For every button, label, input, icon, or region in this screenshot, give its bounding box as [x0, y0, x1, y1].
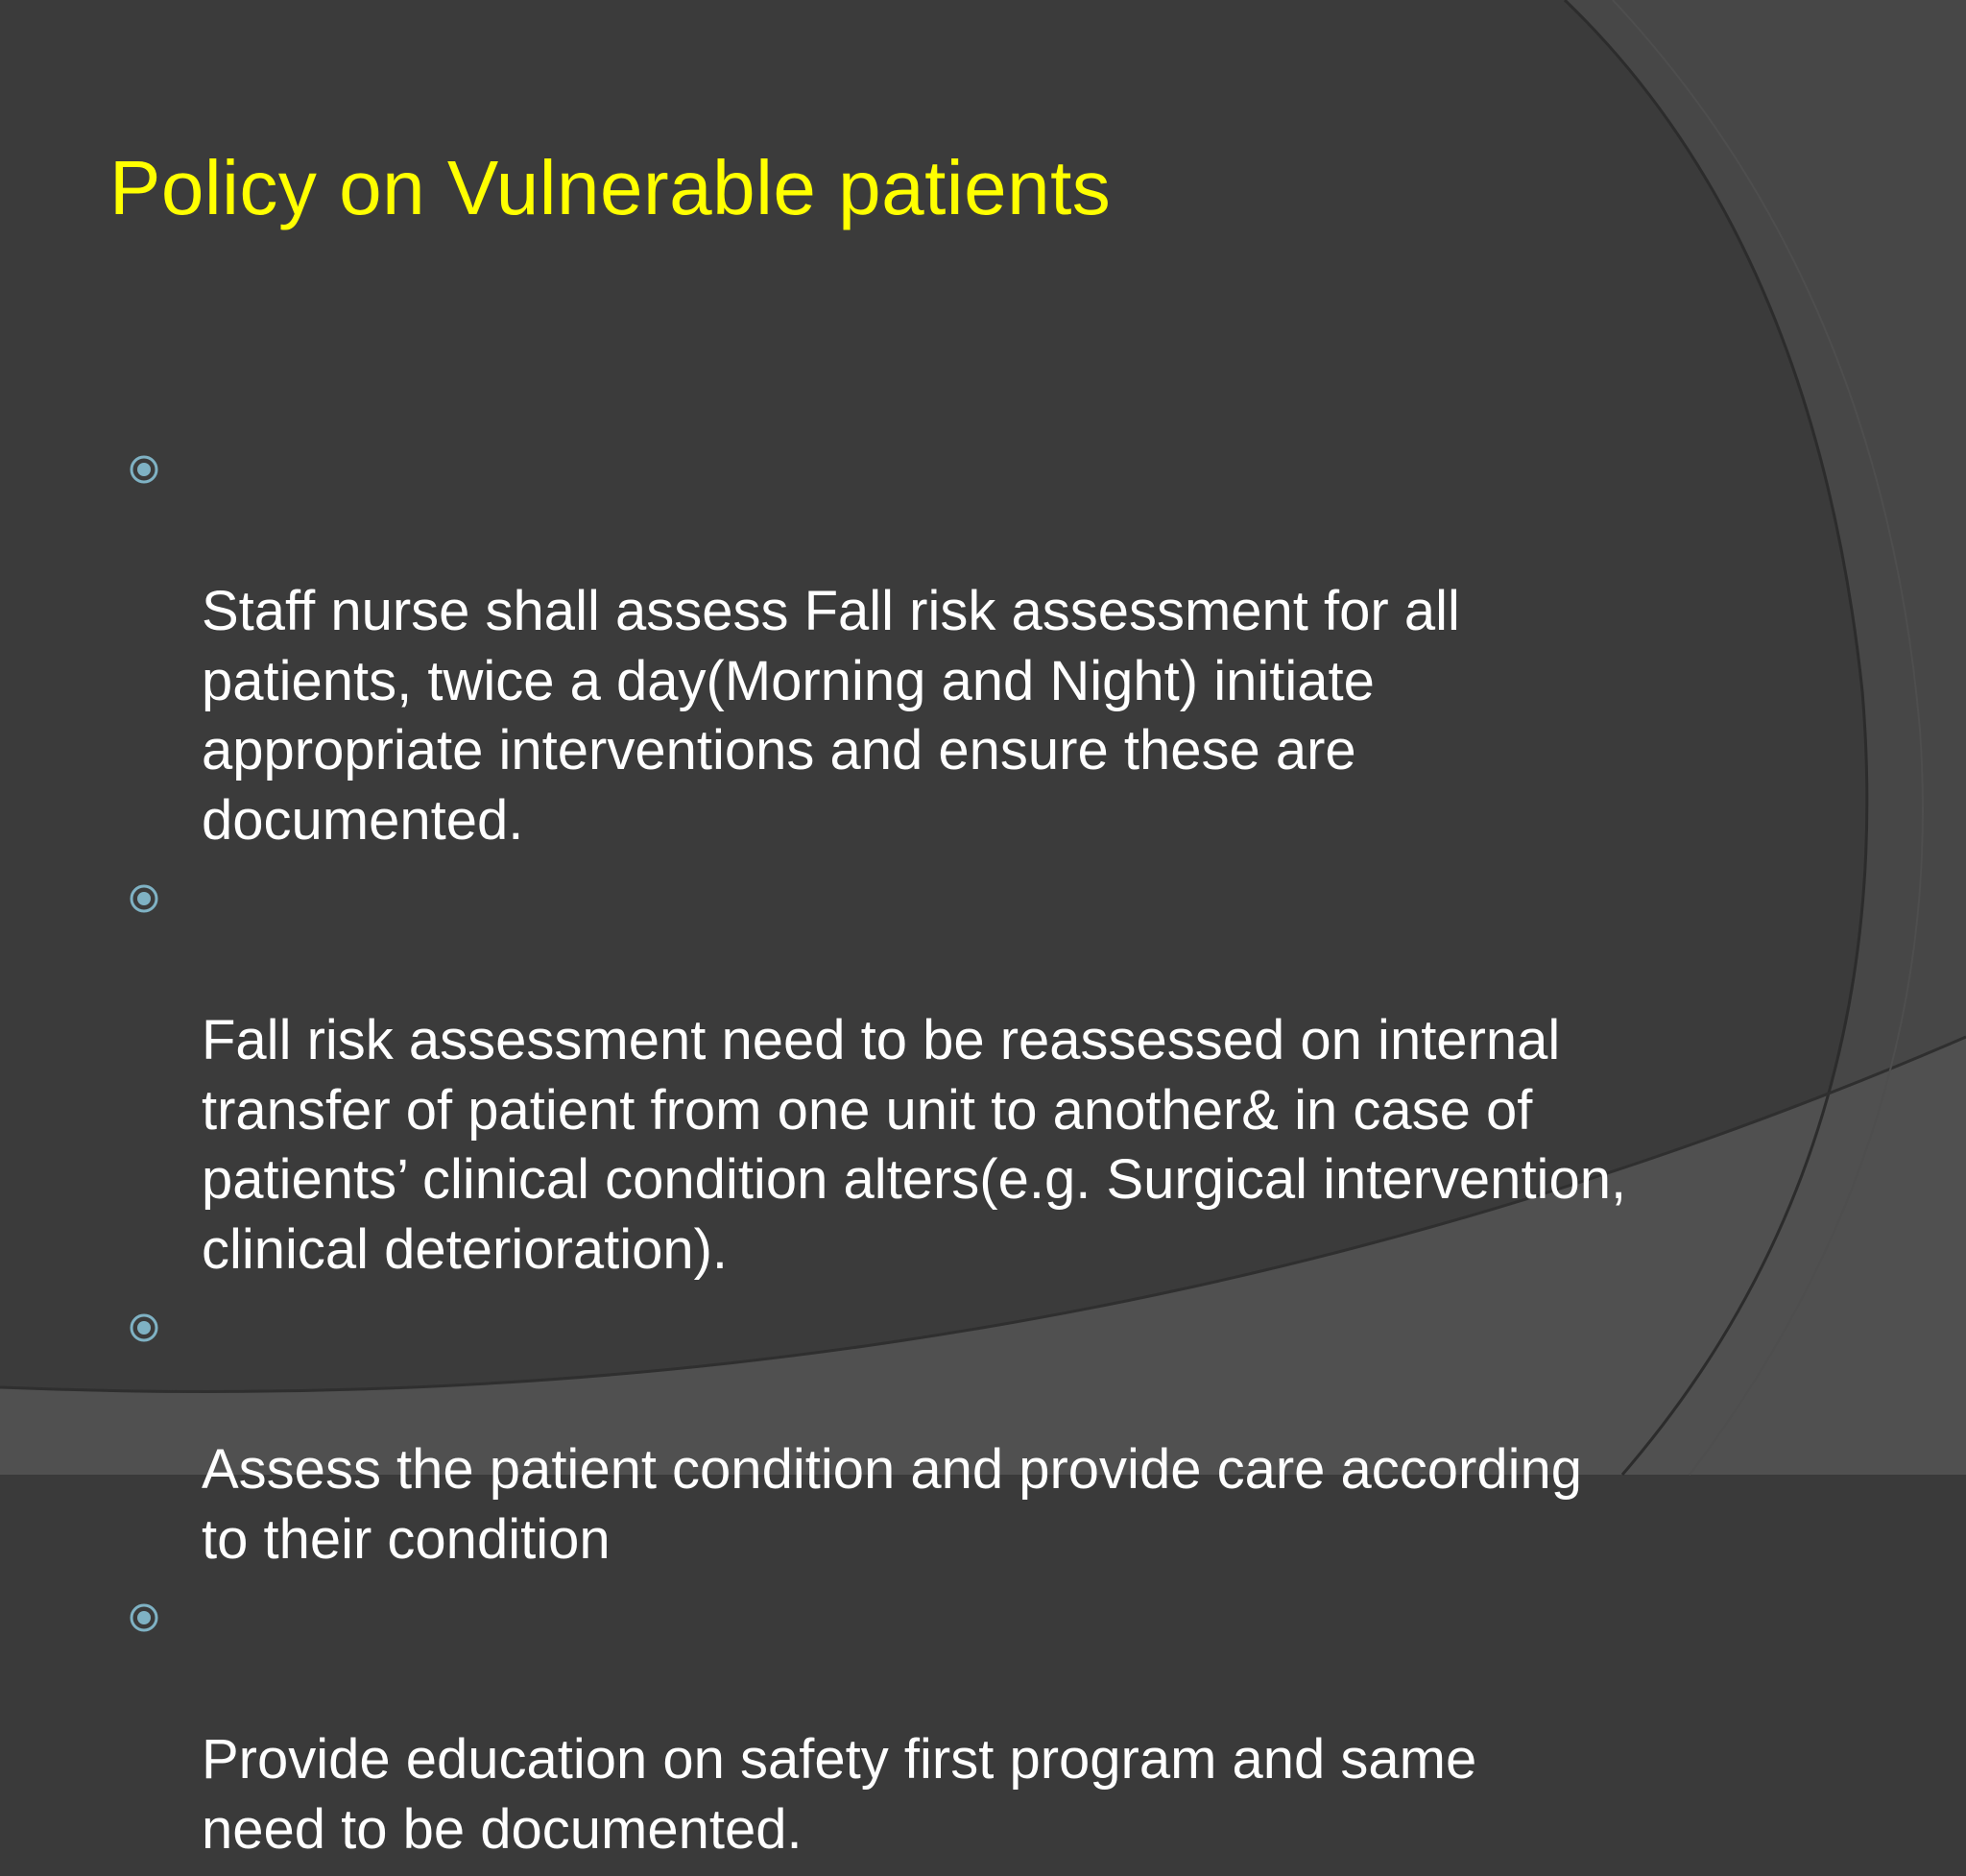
- bullet-item: [125, 1296, 1699, 1575]
- bullet-text: Provide education on safety first program and same need to be documented.: [202, 1728, 1477, 1861]
- bullet-text: Staff nurse shall assess Fall risk assessment for all patients, twice a day(Morning and Night) initiate appropriate interventions and ensure these are documented.: [202, 580, 1460, 852]
- bullet-item: [125, 867, 1699, 1285]
- bullet-text: Assess the patient condition and provide care according to their condition: [202, 1438, 1582, 1571]
- target-bullet-icon: [128, 1601, 160, 1634]
- target-bullet-icon: [128, 882, 160, 915]
- target-bullet-icon: [128, 1311, 160, 1344]
- bullet-text: Fall risk assessment need to be reassessed on internal transfer of patient from one unit to another& in case of patients’ clinical condition alters(e.g. Surgical intervention, clinical deterioration).: [202, 1009, 1627, 1281]
- bullet-item: [125, 1586, 1699, 1864]
- bullet-list: [125, 438, 1699, 1876]
- slide-title: Policy on Vulnerable patients: [109, 145, 1112, 230]
- target-bullet-icon: [128, 453, 160, 486]
- bullet-item: [125, 438, 1699, 855]
